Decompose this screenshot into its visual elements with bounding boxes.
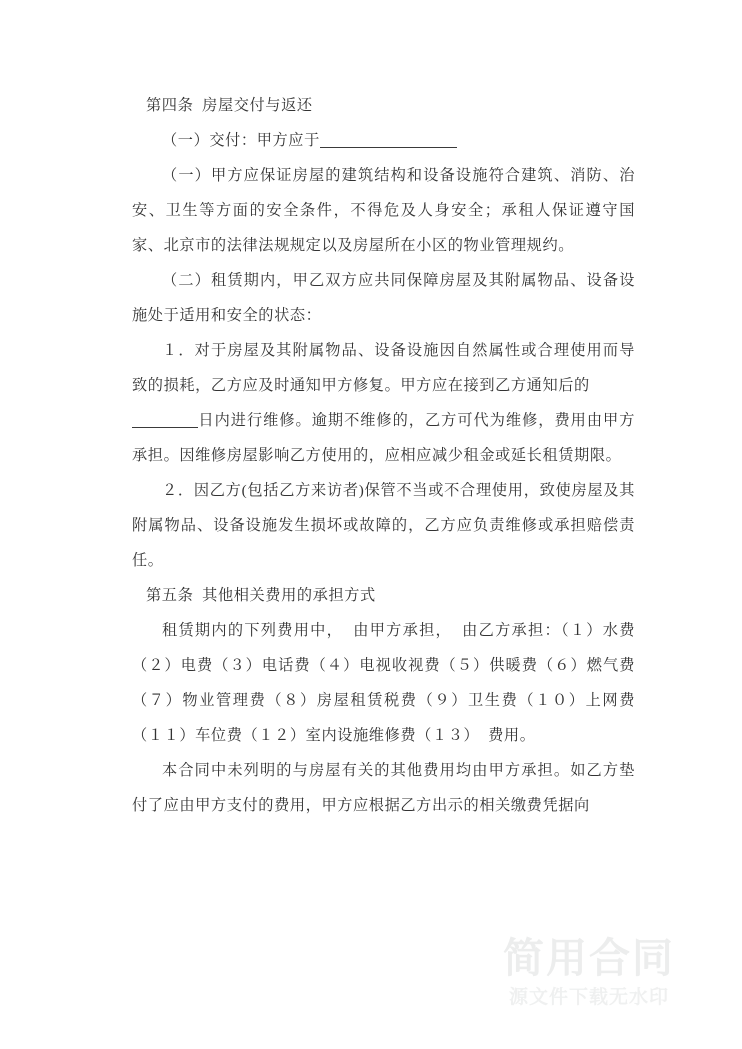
clause-4-sub-1-text-after: 日内进行维修。逾期不维修的，乙方可代为维修，费用由甲方承担。因维修房屋影响乙方使用的，应相应减少租金或延长租赁期限。 (132, 412, 635, 464)
clause-4-sub-2-tenant-damage: ２．因乙方(包括乙方来访者)保管不当或不合理使用，致使房屋及其附属物品、设备设施发生损坏或故障的，乙方应负责维修或承担赔偿责任。 (132, 482, 635, 569)
watermark-tagline-text: 源文件下载无水印 (508, 986, 669, 1009)
clause-4-sub-1-natural-wear-part-a: １．对于房屋及其附属物品、设备设施因自然属性或合理使用而导致的损耗，乙方应及时通知甲方修复。甲方应在接到乙方通知后的 (132, 342, 635, 394)
delivery-date-blank[interactable] (320, 134, 457, 148)
watermark (464, 936, 714, 1011)
clause-4-item-2-maintenance-duty: （二）租赁期内，甲乙双方应共同保障房屋及其附属物品、设备设施处于适用和安全的状态： (132, 272, 635, 324)
clause-4-heading: 第四条 房屋交付与返还 (146, 97, 313, 114)
clause-4-item-1-text: （一）交付：甲方应于 (162, 132, 320, 149)
watermark-brand-text: 简用合同 (503, 934, 675, 983)
clause-5-unlisted-fees: 本合同中未列明的与房屋有关的其他费用均由甲方承担。如乙方垫付了应由甲方支付的费用，甲方应根据乙方出示的相关缴费凭据向 (132, 762, 635, 814)
repair-days-blank[interactable] (132, 414, 198, 428)
clause-5-fee-allocation-list: 租赁期内的下列费用中， 由甲方承担， 由乙方承担：（１）水费（２）电费（３）电话费（４）电视收视费（５）供暖费（６）燃气费（７）物业管理费（８）房屋租赁税费（９）卫生费（１０）上网费（１１）车位费（１２）室内设施维修费（１３） 费用。 (132, 622, 635, 744)
clause-4-item-1b-safety: （一）甲方应保证房屋的建筑结构和设备设施符合建筑、消防、治安、卫生等方面的安全条件，不得危及人身安全；承租人保证遵守国家、北京市的法律法规规定以及房屋所在小区的物业管理规约。 (132, 167, 635, 254)
document-text-body (132, 88, 635, 823)
clause-4-item-1-delivery (132, 123, 635, 158)
clause-5-heading: 第五条 其他相关费用的承担方式 (146, 587, 376, 604)
clause-4-sub-1-natural-wear-part-b (132, 403, 635, 473)
